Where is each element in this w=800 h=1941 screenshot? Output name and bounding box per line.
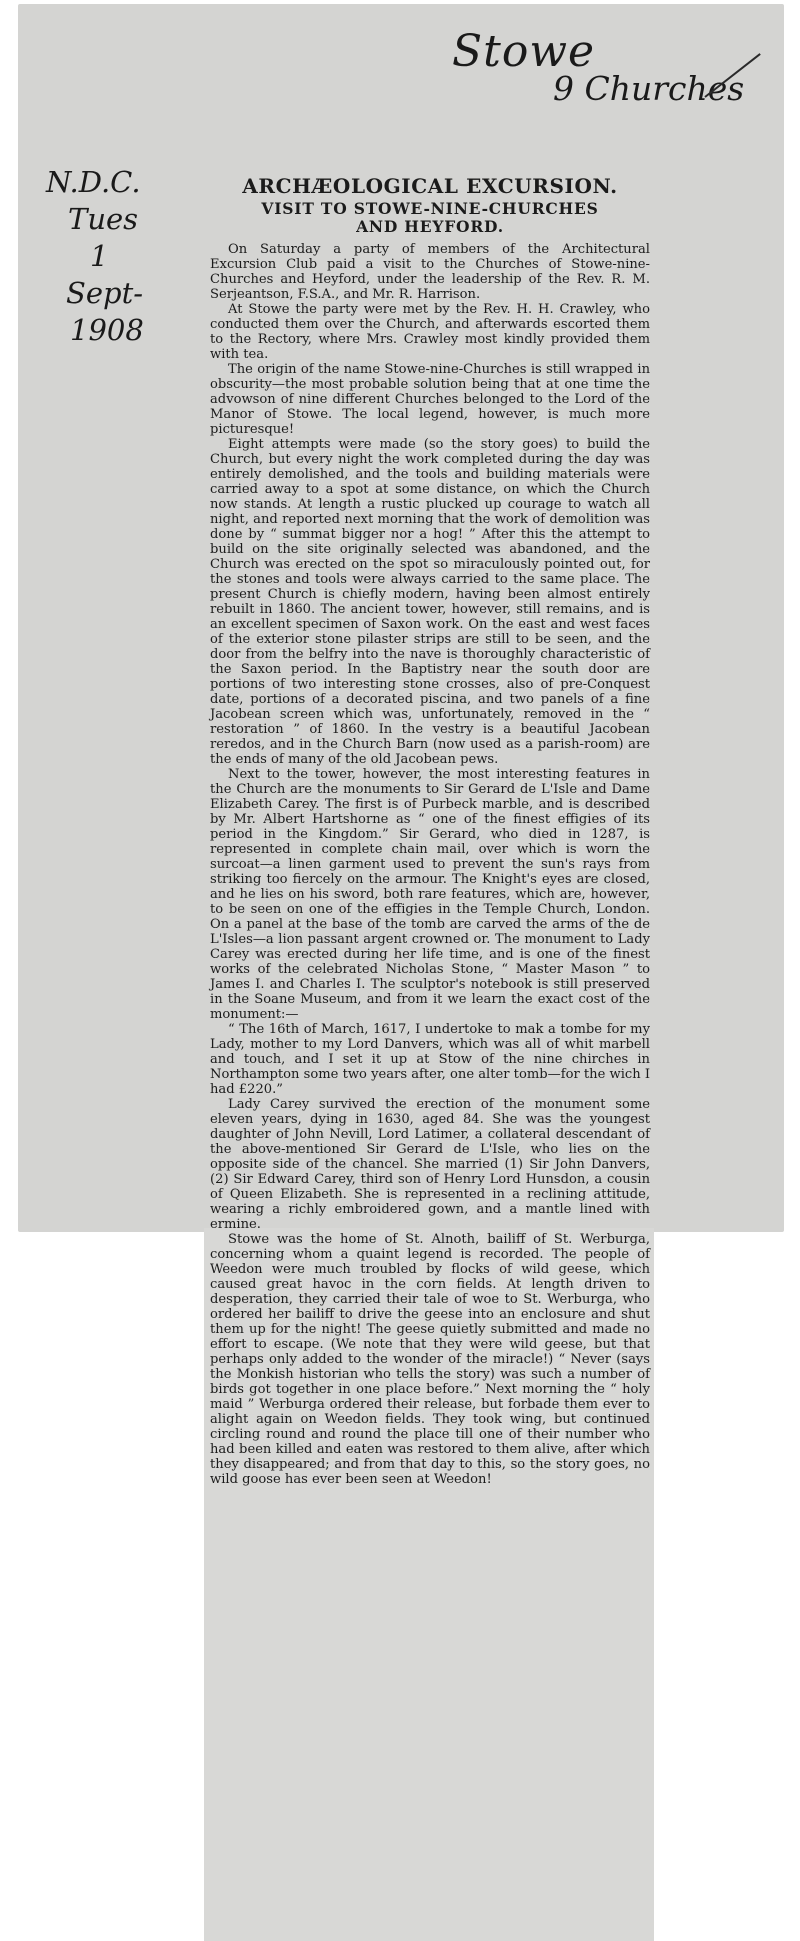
article-paragraph: At Stowe the party were met by the Rev. H. H. Crawley, who conducted them over the Church, and afterwards escorted them to the Rectory, where Mrs. Crawley most kindly provided them with tea.	[210, 302, 650, 362]
newspaper-article	[210, 174, 650, 1487]
handwritten-churches-note: 9 Churches	[553, 69, 745, 108]
article-paragraph: Lady Carey survived the erection of the monument some eleven years, dying in 1630, aged 84. She was the youngest daughter of John Nevill, Lord Latimer, a collateral descendant of the above-mentioned Sir Gerard de L'Isle, who lies on the opposite side of the chancel. She married (1) Sir John Danvers, (2) Sir Edward Carey, third son of Henry Lord Hunsdon, a cousin of Queen Elizabeth. She is represented in a reclining attitude, wearing a richly embroidered gown, and a mantle lined with ermine.	[210, 1097, 650, 1232]
article-quotation: “ The 16th of March, 1617, I undertoke to mak a tombe for my Lady, mother to my Lord Danvers, which was all of whit marbell and touch, and I set it up at Stow of the nine chirches in Northampton some two years after, one alter tomb—for the wich I had £220.”	[210, 1022, 650, 1097]
article-paragraph: Stowe was the home of St. Alnoth, bailiff of St. Werburga, concerning whom a quaint legend is recorded. The people of Weedon were much troubled by flocks of wild geese, which caused great havoc in the corn fields. At length driven to desperation, they carried their tale of woe to St. Werburga, who ordered her bailiff to drive the geese into an enclosure and shut them up for the night! The geese quietly submitted and made no effort to escape. (We note that they were wild geese, but that perhaps only added to the wonder of the miracle!) “ Never (says the Monkish historian who tells the story) was such a number of birds got together in one place before.” Next morning the “ holy maid ” Werburga ordered their release, but forbade them ever to alight again on Weedon fields. They took wing, but continued circling round and round the place till one of their number who had been killed and eaten was restored to them alive, after which they disappeared; and from that day to this, so the story goes, no wild goose has ever been seen at Weedon!	[210, 1232, 650, 1487]
article-paragraph: Next to the tower, however, the most interesting features in the Church are the monuments to Sir Gerard de L'Isle and Dame Elizabeth Carey. The first is of Purbeck marble, and is described by Mr. Albert Hartshorne as “ one of the finest effigies of its period in the Kingdom.” Sir Gerard, who died in 1287, is represented in complete chain mail, over which is worn the surcoat—a linen garment used to prevent the sun's rays from striking too fiercely on the armour. The Knight's eyes are closed, and he lies on his sword, both rare features, which are, however, to be seen on one of the effigies in the Temple Church, London. On a panel at the base of the tomb are carved the arms of the de L'Isles—a lion passant argent crowned or. The monument to Lady Carey was erected during her life time, and is one of the finest works of the celebrated Nicholas Stone, “ Master Mason ” to James I. and Charles I. The sculptor's notebook is still preserved in the Soane Museum, and from it we learn the exact cost of the monument:—	[210, 767, 650, 1022]
source-line: Sept-	[66, 276, 144, 310]
article-paragraph: The origin of the name Stowe-nine-Churches is still wrapped in obscurity—the most probable solution being that at one time the advowson of nine different Churches belonged to the Lord of the Manor of Stowe. The local legend, however, is much more picturesque!	[210, 362, 650, 437]
source-line: 1908	[70, 313, 144, 347]
source-line: 1	[90, 239, 109, 273]
article-paragraph: On Saturday a party of members of the Architectural Excursion Club paid a visit to the Churches of Stowe-nine-Churches and Heyford, under the leadership of the Rev. R. M. Serjeantson, F.S.A., and Mr. R. Harrison.	[210, 242, 650, 302]
source-line: Tues	[68, 202, 139, 236]
handwritten-place-note: Stowe	[452, 26, 596, 77]
handwritten-source-date	[40, 165, 160, 353]
article-paragraph: Eight attempts were made (so the story goes) to build the Church, but every night the work completed during the day was entirely demolished, and the tools and building materials were carried away to a spot at some distance, on which the Church now stands. At length a rustic plucked up courage to watch all night, and reported next morning that the work of demolition was done by “ summat bigger nor a hog! ” After this the attempt to build on the site originally selected was abandoned, and the Church was erected on the spot so miraculously pointed out, for the stones and tools were always carried to the same place. The present Church is chiefly modern, having been almost entirely rebuilt in 1860. The ancient tower, however, still remains, and is an excellent specimen of Saxon work. On the east and west faces of the exterior stone pilaster strips are still to be seen, and the door from the belfry into the nave is thoroughly characteristic of the Saxon period. In the Baptistry near the south door are portions of two interesting stone crosses, also of pre-Conquest date, portions of a decorated piscina, and two panels of a fine Jacobean screen which was, unfortunately, removed in the “ restoration ” of 1860. In the vestry is a beautiful Jacobean reredos, and in the Church Barn (now used as a parish-room) are the ends of many of the old Jacobean pews.	[210, 437, 650, 767]
article-headline: ARCHÆOLOGICAL EXCURSION.	[242, 174, 618, 198]
article-subheadline: VISIT TO STOWE-NINE-CHURCHES AND HEYFORD.	[261, 199, 599, 236]
source-line: N.D.C.	[46, 165, 141, 199]
